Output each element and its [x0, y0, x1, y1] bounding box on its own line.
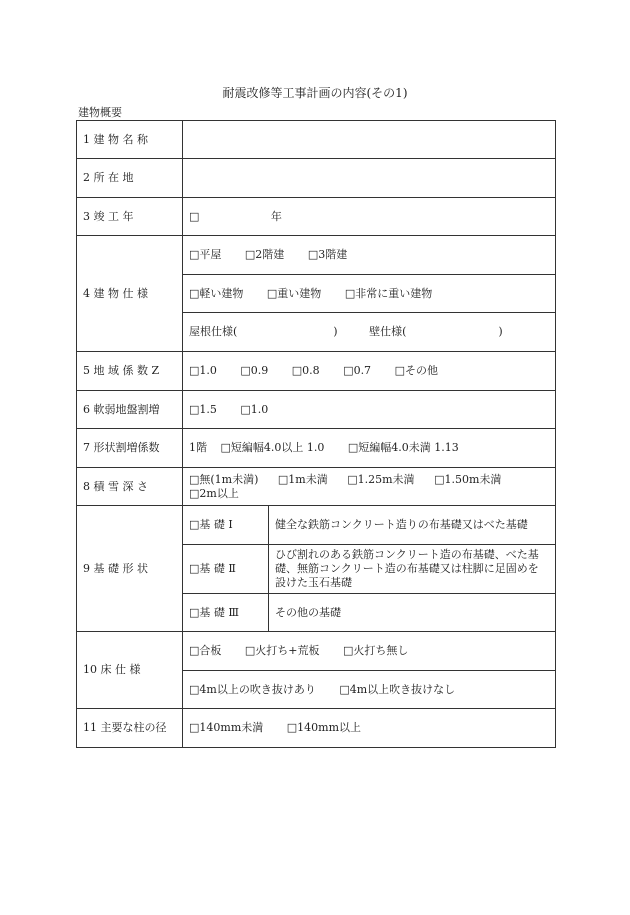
address-field[interactable]: [183, 159, 556, 198]
option-snow-2m[interactable]: □2m以上: [189, 486, 239, 500]
option-ground-1-0[interactable]: □1.0: [240, 402, 269, 416]
page-title: 耐震改修等工事計画の内容(その1): [222, 86, 408, 100]
option-z-other[interactable]: □その他: [394, 364, 438, 377]
option-foundation-3[interactable]: □基 礎 Ⅲ: [183, 594, 269, 632]
row-address: [77, 159, 556, 198]
row-shape-factor: [77, 429, 556, 468]
row-soft-ground: [77, 391, 556, 429]
option-brace-rough-board[interactable]: □火打ち+荒板: [244, 644, 320, 657]
label-address: 2 所 在 地: [77, 159, 183, 198]
foundation-2-desc: ひび割れのある鉄筋コンクリート造の布基礎、べた基礎、無筋コンクリート造の布基礎又は柱脚に足固めを設けた玉石基礎: [269, 545, 556, 594]
option-no-brace[interactable]: □火打ち無し: [343, 644, 409, 657]
option-ground-1-5[interactable]: □1.5: [189, 402, 217, 416]
option-snow-1-50m[interactable]: □1.50m未満: [434, 472, 502, 486]
label-completion-year: 3 竣 工 年: [77, 198, 183, 236]
option-column-ge-140[interactable]: □140mm以上: [286, 721, 361, 734]
roof-spec-close: ): [333, 325, 338, 338]
option-z-0-7[interactable]: □0.7: [343, 364, 372, 377]
row-completion-year: [77, 198, 556, 236]
option-snow-1m[interactable]: □1m未満: [277, 472, 328, 486]
option-two-story[interactable]: □2階建: [244, 248, 285, 261]
building-overview-table: [76, 120, 556, 748]
option-foundation-1[interactable]: □基 礎 Ⅰ: [183, 506, 269, 545]
label-building-spec: 4 建 物 仕 様: [77, 236, 183, 352]
section-heading: 建物概要: [78, 106, 122, 119]
shape-first-floor: 1階: [189, 441, 207, 454]
label-shape-factor: 7 形状割増係数: [77, 429, 183, 468]
option-snow-1-25m[interactable]: □1.25m未満: [347, 472, 415, 486]
option-atrium-yes[interactable]: □4m以上の吹き抜けあり: [189, 682, 316, 696]
option-z-1-0[interactable]: □1.0: [189, 364, 217, 377]
option-z-0-8[interactable]: □0.8: [291, 364, 320, 377]
option-column-lt-140[interactable]: □140mm未満: [189, 721, 264, 734]
row-building-name: [77, 121, 556, 159]
option-heavy-building[interactable]: □重い建物: [266, 286, 322, 300]
wall-spec-label: 壁仕様(: [369, 325, 407, 338]
row-zone-factor: [77, 352, 556, 391]
roof-spec-label: 屋根仕様(: [189, 325, 238, 338]
completion-year-checkbox[interactable]: □: [189, 209, 200, 223]
wall-spec-close: ): [498, 325, 503, 338]
label-building-name: 1 建 物 名 称: [77, 121, 183, 159]
row-column-diameter: [77, 709, 556, 748]
option-light-building[interactable]: □軽い建物: [189, 286, 244, 300]
option-plywood[interactable]: □合板: [189, 644, 222, 657]
foundation-3-desc: その他の基礎: [269, 594, 556, 632]
year-unit: 年: [270, 209, 282, 223]
label-foundation: 9 基 礎 形 状: [77, 506, 183, 632]
option-shape-ge-4[interactable]: □短編幅4.0以上 1.0: [220, 441, 325, 454]
option-three-story[interactable]: □3階建: [307, 248, 348, 261]
label-column-diameter: 11 主要な柱の径: [77, 709, 183, 748]
option-foundation-2[interactable]: □基 礎 Ⅱ: [183, 545, 269, 594]
row-floor-spec: [77, 632, 556, 671]
option-very-heavy-building[interactable]: □非常に重い建物: [344, 286, 433, 300]
option-shape-lt-4[interactable]: □短編幅4.0未満 1.13: [347, 441, 459, 454]
building-name-field[interactable]: [183, 121, 556, 159]
label-floor-spec: 10 床 仕 様: [77, 632, 183, 709]
label-snow-depth: 8 積 雪 深 さ: [77, 468, 183, 506]
option-atrium-no[interactable]: □4m以上吹き抜けなし: [339, 682, 456, 696]
row-foundation-1: [77, 506, 556, 545]
label-soft-ground: 6 軟弱地盤割増: [77, 391, 183, 429]
option-z-0-9[interactable]: □0.9: [240, 364, 269, 377]
foundation-1-desc: 健全な鉄筋コンクリート造りの布基礎又はべた基礎: [269, 506, 556, 545]
option-snow-none[interactable]: □無(1m未満): [189, 472, 259, 486]
row-snow-depth: [77, 468, 556, 506]
label-zone-factor: 5 地 域 係 数 Z: [77, 352, 183, 391]
row-building-spec: [77, 236, 556, 275]
option-one-story[interactable]: □平屋: [189, 248, 222, 261]
